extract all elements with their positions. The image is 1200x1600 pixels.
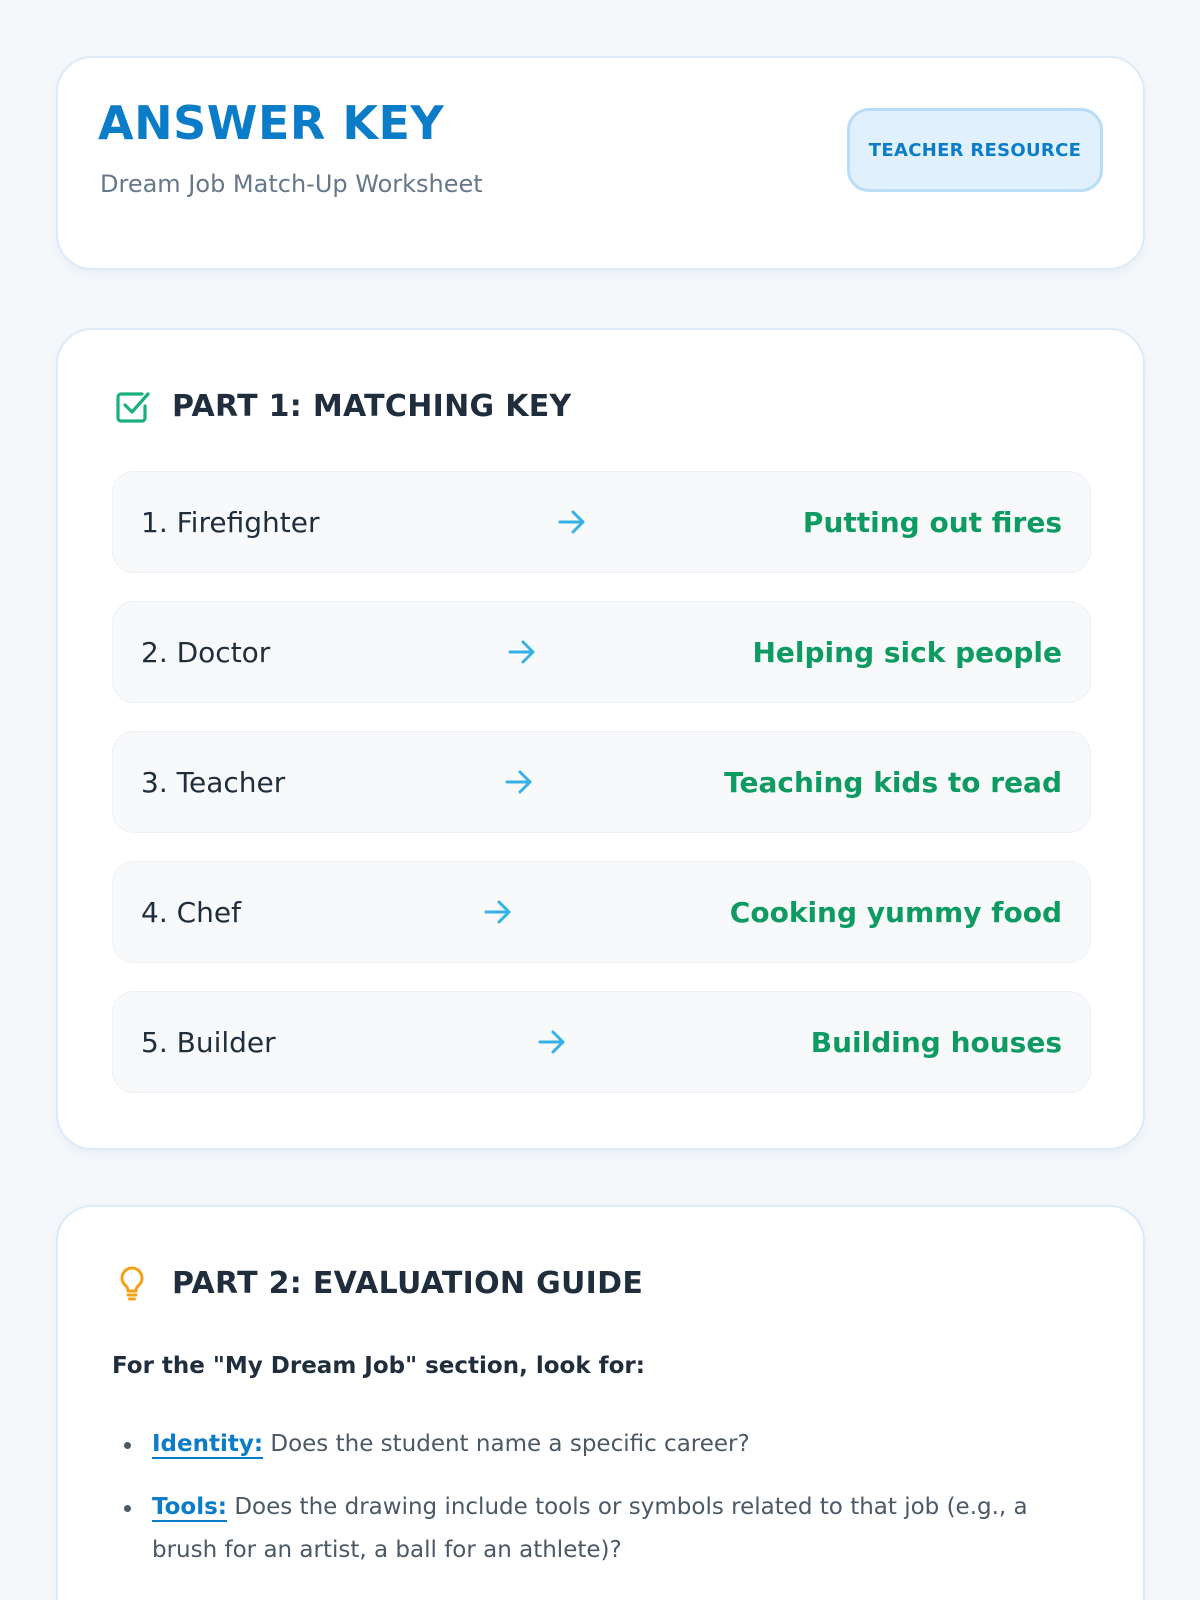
matching-key-title: PART 1: MATCHING KEY [172,388,572,424]
match-answer: Helping sick people [752,635,1062,669]
teacher-resource-badge: TEACHER RESOURCE [847,108,1103,192]
list-item [112,1423,1072,1466]
evaluation-guide-title: PART 2: EVALUATION GUIDE [172,1265,644,1301]
evaluation-criteria-list [112,1423,1072,1592]
arrow-right-icon [556,506,588,538]
match-row [112,861,1091,963]
evaluation-intro: For the "My Dream Job" section, look for: [112,1353,645,1379]
criteria-term: Tools: [152,1494,228,1520]
match-job: 3. Teacher [141,765,286,799]
criteria-term: Identity: [152,1431,264,1457]
match-row [112,991,1091,1093]
match-job: 4. Chef [141,895,241,929]
page-title: ANSWER KEY [98,96,445,150]
match-answer: Cooking yummy food [729,895,1062,929]
arrow-right-icon [506,636,538,668]
lightbulb-icon [112,1263,152,1303]
evaluation-guide-card [56,1205,1145,1600]
match-job: 5. Builder [141,1025,276,1059]
evaluation-guide-header [112,1263,643,1303]
list-item [112,1486,1072,1572]
match-job: 2. Doctor [141,635,271,669]
header-card [56,56,1145,270]
criteria-text: Does the student name a specific career? [263,1431,750,1457]
matching-key-card [56,328,1145,1150]
criteria-text: Does the drawing include tools or symbols related to that job (e.g., a brush for an artist, a ball for an athlete)? [152,1494,1028,1563]
match-row [112,471,1091,573]
page-subtitle: Dream Job Match-Up Worksheet [100,170,483,198]
match-answer: Building houses [810,1025,1062,1059]
arrow-right-icon [482,896,514,928]
match-answer: Putting out fires [802,505,1062,539]
match-row [112,601,1091,703]
matching-key-header [112,386,572,426]
match-answer: Teaching kids to read [724,765,1062,799]
checkbox-check-icon [112,386,152,426]
arrow-right-icon [503,766,535,798]
match-row [112,731,1091,833]
match-job: 1. Firefighter [141,505,320,539]
arrow-right-icon [536,1026,568,1058]
